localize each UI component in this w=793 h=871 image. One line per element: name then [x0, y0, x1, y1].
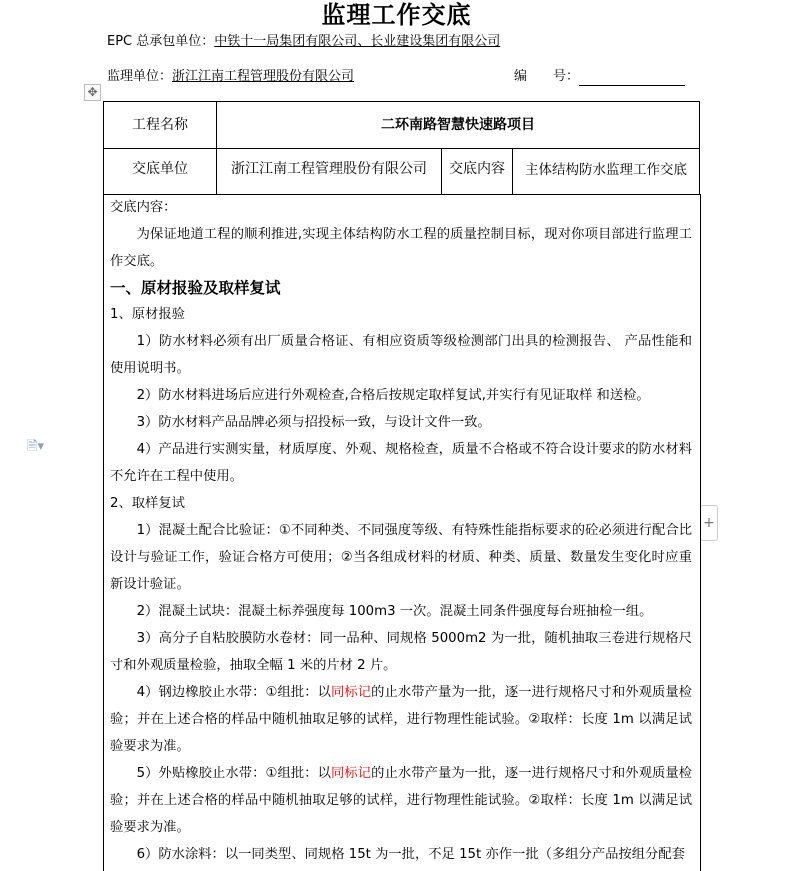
subheading-1: 1、原材报验	[110, 307, 185, 322]
supervisor-line	[107, 68, 354, 86]
move-handle-icon[interactable]: ✥	[84, 84, 101, 101]
item5-text-rest: 的止水带产量为一批，逐一进行规格尺寸和外观质量检验；并在上述合格的样品中随机抽取足够的试样，进行物理性能试验。②取样：长度 1m 以满足试验要求为准。	[110, 766, 692, 835]
item4-text-rest: 的止水带产量为一批，逐一进行规格尺寸和外观质量检验；并在上述合格的样品中随机抽取足够的试样，进行物理性能试验。②取样：长度 1m 以满足试验要求为准。	[110, 685, 692, 754]
serial-field[interactable]	[579, 71, 685, 86]
add-icon[interactable]: +	[700, 505, 718, 541]
serial-label: 编 号：	[514, 69, 580, 84]
supervisor-label: 监理单位：	[107, 69, 173, 84]
epc-label: EPC 总承包单位：	[107, 34, 215, 49]
s2-item: 3）高分子自粘胶膜防水卷材：同一品种、同规格 5000m2 为一批，随机抽取三卷进行规格尺寸和外观质量检验，抽取全幅 1 米的片材 2 片。	[110, 631, 692, 673]
item4-highlight: 同标记	[330, 685, 372, 700]
serial-line	[514, 68, 685, 86]
handover-content-label: 交底内容	[442, 149, 513, 195]
info-table	[103, 101, 700, 195]
content-text[interactable]	[110, 194, 692, 868]
s1-item: 2）防水材料进场后应进行外观检查,合格后按规定取样复试,并实行有见证取样 和送检。	[136, 388, 650, 403]
s1-item: 3）防水材料产品品牌必须与招投标一致，与设计文件一致。	[136, 415, 491, 430]
item5-highlight: 同标记	[330, 766, 372, 781]
handover-content[interactable]: 主体结构防水监理工作交底	[513, 149, 700, 195]
intro-label: 交底内容：	[110, 200, 177, 215]
s2-item-6: 6）防水涂料：以一同类型、同规格 15t 为一批，不足 15t 亦作一批（多组分产品按组分配套	[136, 847, 685, 862]
project-name-label: 工程名称	[104, 102, 217, 149]
project-name[interactable]: 二环南路智慧快速路项目	[217, 102, 700, 149]
s2-item: 1）混凝土配合比验证：①不同种类、不同强度等级、有特殊性能指标要求的砼必须进行配合比设计与验证工作，验证合格方可使用；②当各组成材料的材质、种类、质量、数量发生变化时应重新设计验证。	[110, 523, 692, 592]
document-title: 监理工作交底	[321, 1, 472, 29]
document-icon[interactable]: 🗎▾	[27, 439, 44, 454]
handover-unit[interactable]: 浙江江南工程管理股份有限公司	[217, 149, 442, 195]
section-heading: 一、原材报验及取样复试	[110, 279, 281, 297]
epc-value[interactable]: 中铁十一局集团有限公司、长业建设集团有限公司	[214, 34, 501, 49]
s2-item-5	[110, 760, 692, 841]
s1-item: 4）产品进行实测实量，材质厚度、外观、规格检查，质量不合格或不符合设计要求的防水材料不允许在工程中使用。	[110, 442, 692, 484]
item4-text: 4）钢边橡胶止水带：①组批：以	[136, 685, 331, 700]
s1-item: 1）防水材料必须有出厂质量合格证、有相应资质等级检测部门出具的检测报告、 产品性能和使用说明书。	[110, 334, 692, 376]
item5-text: 5）外贴橡胶止水带：①组批：以	[136, 766, 331, 781]
supervisor-value[interactable]: 浙江江南工程管理股份有限公司	[172, 69, 355, 84]
s2-item-4	[110, 679, 692, 760]
intro-paragraph: 为保证地道工程的顺利推进,实现主体结构防水工程的质量控制目标，现对你项目部进行监理工作交底。	[110, 227, 692, 269]
epc-line	[107, 33, 500, 51]
s2-item: 2）混凝土试块：混凝土标养强度每 100m3 一次。混凝土同条件强度每台班抽检一组。	[136, 604, 653, 619]
handover-unit-label: 交底单位	[104, 149, 217, 195]
subheading-2: 2、取样复试	[110, 496, 185, 511]
